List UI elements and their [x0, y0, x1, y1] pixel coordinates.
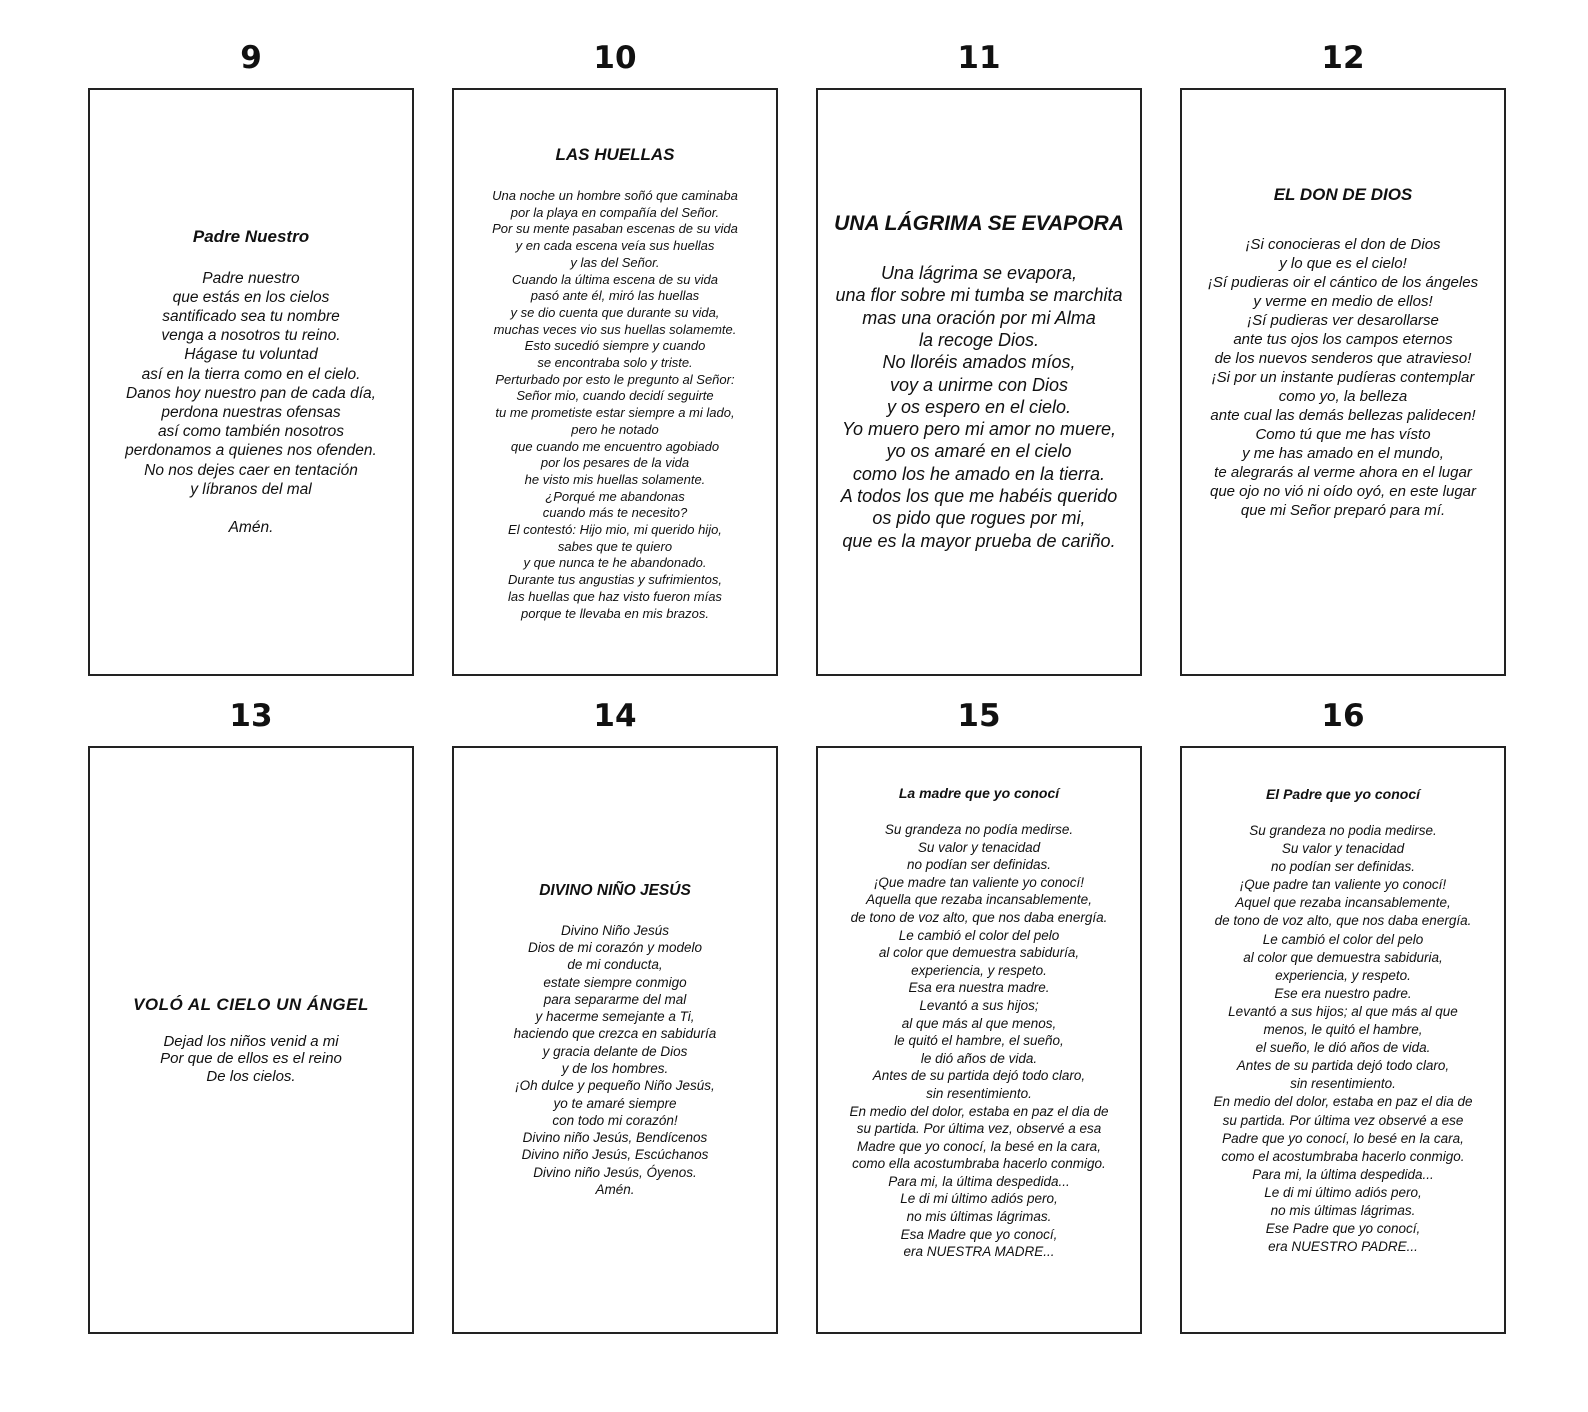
card-title: La madre que yo conocí — [898, 785, 1060, 801]
card-number: 12 — [1321, 40, 1365, 76]
card-number: 15 — [957, 698, 1001, 734]
card-title: EL DON DE DIOS — [1273, 185, 1413, 204]
card-slot-15 — [816, 686, 1142, 1334]
card-slot-11 — [816, 28, 1142, 676]
card-slot-16 — [1180, 686, 1506, 1334]
card-text: Una lágrima se evapora, una flor sobre mi tumba se marchita mas una oración por mi Alma la recoge Dios. No lloréis amados míos, voy a unirme con Dios y os espero en el cielo. Yo muero pero mi amor no muere, yo os amaré en el cielo como los he amado en la tierra. A todos los que me habéis querido os pido que rogues por mi, que es la mayor prueba de cariño. — [835, 263, 1123, 551]
card-text: Su grandeza no podía medirse. Su valor y tenacidad no podían ser definidas. ¡Que madre tan valiente yo conocí! Aquella que rezaba incansablemente, de tono de voz alto, que nos daba energía. Le cambió el color del pelo al color que demuestra sabiduría, experiencia, y respeto. Esa era nuestra madre. Levantó a sus hijos; al que más al que menos, le quitó el hambre, el sueño, le dió años de vida. Antes de su partida dejó todo claro, sin resentimiento. En medio del dolor, estaba en paz el dia de su partida. Por última vez, observé a esa Madre que yo conocí, la besé en la cara, como ella acostumbraba hacerlo conmigo. Para mi, la última despedida... Le di mi último adiós pero, no mis últimas lágrimas. Esa Madre que yo conocí, era NUESTRA MADRE... — [849, 822, 1109, 1260]
prayer-card-una-lagrima — [816, 88, 1142, 676]
card-title: VOLÓ AL CIELO UN ÁNGEL — [133, 994, 369, 1014]
prayer-card-el-padre — [1180, 746, 1506, 1334]
card-slot-12 — [1180, 28, 1506, 676]
card-text: Su grandeza no podia medirse. Su valor y tenacidad no podían ser definidas. ¡Que padre tan valiente yo conocí! Aquel que rezaba incansablemente, de tono de voz alto, que nos daba energía. Le cambió el color del pelo al color que demuestra sabiduria, experiencia, y respeto. Ese era nuestro padre. Levantó a sus hijos; al que más al que menos, le quitó el hambre, el sueño, le dió años de vida. Antes de su partida dejó todo claro, sin resentimiento. En medio del dolor, estaba en paz el dia de su partida. Por última vez observé a ese Padre que yo conocí, lo besé en la cara, como el acostumbraba hacerlo conmigo. Para mi, la última despedida... Le di mi último adiós pero, no mis últimas lágrimas. Ese Padre que yo conocí, era NUESTRO PADRE... — [1213, 823, 1473, 1255]
prayer-card-la-madre — [816, 746, 1142, 1334]
card-slot-13 — [88, 686, 414, 1334]
card-slot-10 — [452, 28, 778, 676]
prayer-card-divino-nino — [452, 746, 778, 1334]
card-title: UNA LÁGRIMA SE EVAPORA — [834, 212, 1124, 236]
card-title: Padre Nuestro — [192, 226, 310, 246]
card-text: Dejad los niños venid a mi Por que de ellos es el reino De los cielos. — [160, 1032, 342, 1085]
card-number: 13 — [229, 698, 273, 734]
prayer-card-volo-al-cielo — [88, 746, 414, 1334]
card-number: 11 — [957, 40, 1001, 76]
card-text: Divino Niño Jesús Dios de mi corazón y modelo de mi conducta, estate siempre conmigo para separarme del mal y hacerme semejante a Ti, haciendo que crezca en sabiduría y gracia delante de Dios y de los hombres. ¡Oh dulce y pequeño Niño Jesús, yo te amaré siempre con todo mi corazón! Divino niño Jesús, Bendícenos Divino niño Jesús, Escúchanos Divino niño Jesús, Óyenos. Amén. — [513, 922, 717, 1198]
card-number: 14 — [593, 698, 637, 734]
card-title: El Padre que yo conocí — [1265, 786, 1421, 802]
card-title: LAS HUELLAS — [555, 145, 675, 164]
prayer-card-padre-nuestro — [88, 88, 414, 676]
prayer-card-las-huellas — [452, 88, 778, 676]
card-number: 9 — [240, 40, 262, 76]
card-text: Una noche un hombre soñó que caminaba por la playa en compañía del Señor. Por su mente pasaban escenas de su vida y en cada escena veía sus huellas y las del Señor. Cuando la última escena de su vida pasó ante él, miró las huellas y se dio cuenta que durante su vida, muchas veces vio sus huellas solamemte. Esto sucedió siempre y cuando se encontraba solo y triste. Perturbado por esto le pregunto al Señor: Señor mio, cuando decidí seguirte tu me prometiste estar siempre a mi lado, pero he notado que cuando me encuentro agobiado por los pesares de la vida he visto mis huellas solamente. ¿Porqué me abandonas cuando más te necesito? El contestó: Hijo mio, mi querido hijo, sabes que te quiero y que nunca te he abandonado. Durante tus angustias y sufrimientos, las huellas que haz visto fueron mías porque te llevaba en mis brazos. — [492, 188, 738, 621]
prayer-card-el-don-de-dios — [1180, 88, 1506, 676]
card-text: ¡Si conocieras el don de Dios y lo que es el cielo! ¡Sí pudieras oir el cántico de los ángeles y verme en medio de ellos! ¡Sí pudieras ver desarollarse ante tus ojos los campos eternos de los nuevos senderos que atravieso! ¡Si por un instante pudíeras contemplar como yo, la belleza ante cual las demás bellezas palidecen! Como tú que me has vísto y me has amado en el mundo, te alegrarás al verme ahora en el lugar que ojo no vió ni oído oyó, en este lugar que mi Señor preparó para mí. — [1207, 236, 1479, 519]
card-slot-14 — [452, 686, 778, 1334]
card-title: DIVINO NIÑO JESÚS — [539, 881, 691, 899]
card-text: Padre nuestro que estás en los cielos santificado sea tu nombre venga a nosotros tu reino. Hágase tu voluntad así en la tierra como en el cielo. Danos hoy nuestro pan de cada día, perdona nuestras ofensas así como también nosotros perdonamos a quienes nos ofenden. No nos dejes caer en tentación y líbranos del mal Amén. — [125, 269, 377, 537]
card-number: 10 — [593, 40, 637, 76]
card-slot-9 — [88, 28, 414, 676]
card-number: 16 — [1321, 698, 1365, 734]
